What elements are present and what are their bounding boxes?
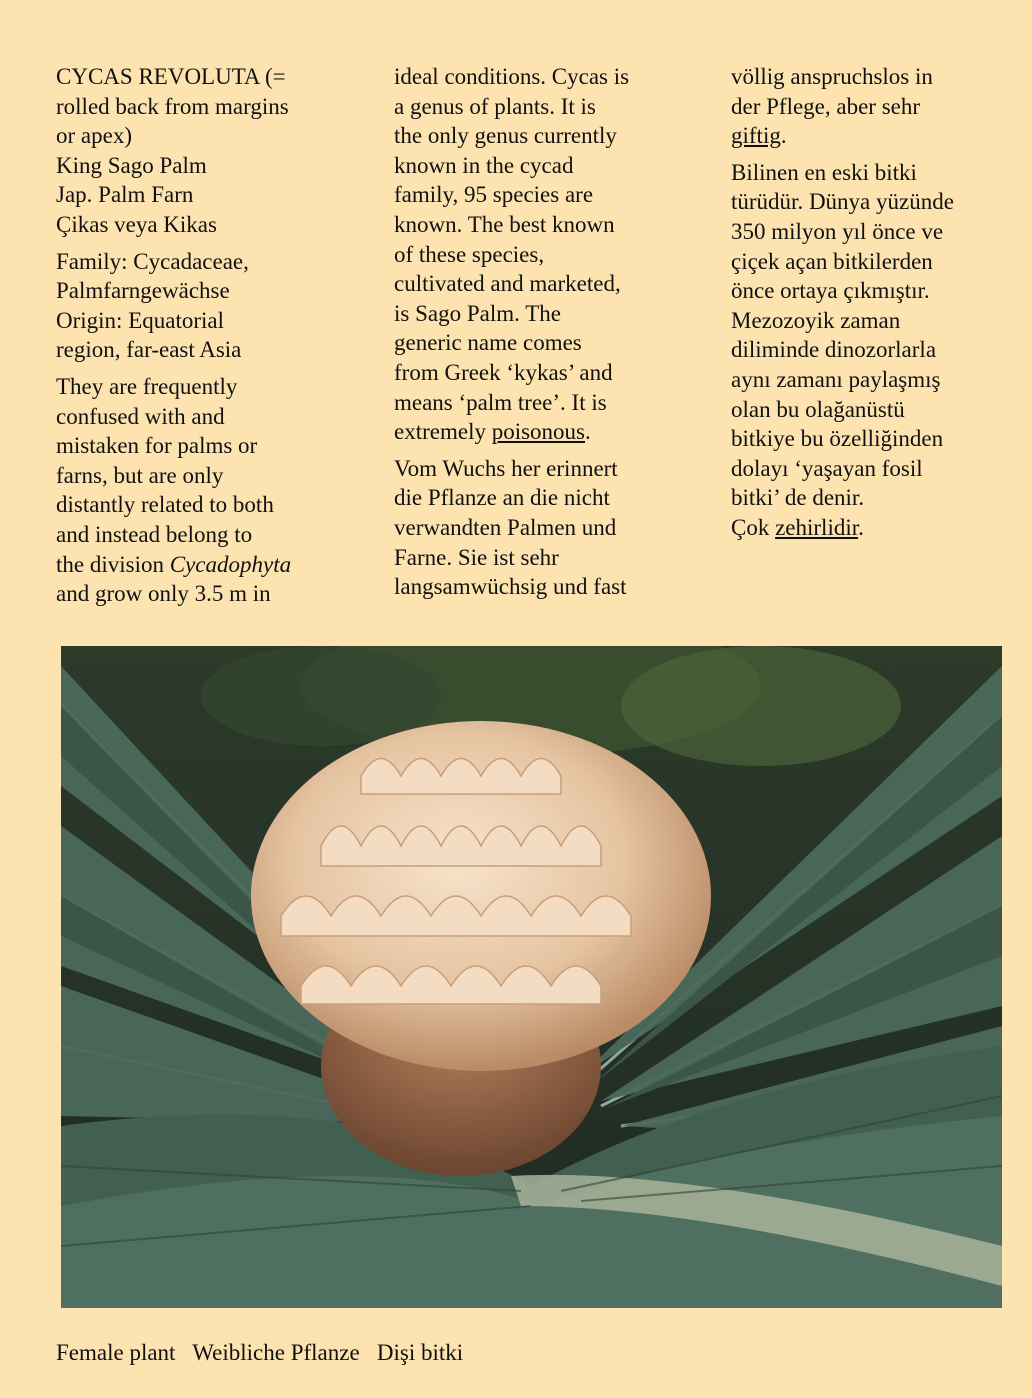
text-line: or apex) [56,123,132,149]
text-line: family, 95 species are [394,182,594,208]
german-paragraph [394,454,684,602]
text-line: confused with and [56,403,225,429]
caption-english: Female plant [56,1340,176,1365]
text-line: türüdür. Dünya yüzünde [731,189,954,215]
german-continued-paragraph [731,62,1021,151]
text-line: Mezozoyik zaman [731,307,901,333]
text-line: the division [56,551,170,577]
text-line: is Sago Palm. The [394,300,561,326]
text-line: verwandten Palmen und [394,514,617,540]
text-line: Çikas veya Kikas [56,211,217,237]
text-line: cultivated and marketed, [394,271,621,297]
photo-caption [56,1338,463,1368]
text-line: of these species, [394,241,545,267]
text-line: from Greek ‘kykas’ and [394,359,613,385]
text-line: Palmfarngewächse [56,278,230,304]
text-line: Origin: Equatorial [56,307,224,333]
text-line: and grow only 3.5 m in [56,581,271,607]
names-paragraph [56,62,346,240]
text-line: bitki’ de denir. [731,485,865,511]
genus-paragraph [394,62,684,447]
text-line: der Pflege, aber sehr [731,93,921,119]
text-line: Jap. Palm Farn [56,182,194,208]
cycas-female-cone-photo [61,646,1002,1308]
text-line: distantly related to both [56,492,274,518]
text-line: Family: Cycadaceae, [56,248,249,274]
text-line: langsamwüchsig und fast [394,574,627,600]
text-column-english [56,62,346,616]
family-origin-paragraph [56,247,346,365]
text-line: the only genus currently [394,123,617,149]
text-line: farns, but are only [56,462,224,488]
text-line: Vom Wuchs her erinnert [394,455,618,481]
text-line: bitkiye bu özelliğinden [731,426,944,452]
text-line: dolayı ‘yaşayan fosil [731,455,923,481]
text-line: region, far-east Asia [56,337,242,363]
text-line: 350 milyon yıl önce ve [731,218,944,244]
text-line: önce ortaya çıkmıştır. [731,278,930,304]
poisonous-underlined-text: poisonous [491,419,586,445]
text-line: aynı zamanı paylaşmış [731,366,941,392]
text-line: They are frequently [56,373,238,399]
text-line: die Pflanze an die nicht [394,485,610,511]
italic-term: Cycadophyta [169,551,292,577]
text-line: . [858,514,864,540]
turkish-paragraph [731,158,1021,543]
text-line: and instead belong to [56,521,253,547]
description-paragraph [56,372,346,609]
text-line: diliminde dinozorlarla [731,337,937,363]
text-line: mistaken for palms or [56,433,258,459]
text-line: means ‘palm tree’. It is [394,389,607,415]
text-line: known. The best known [394,211,615,237]
text-line: völlig anspruchslos in [731,64,933,89]
text-line: Farne. Sie ist sehr [394,544,559,570]
giftig-underlined-text: giftig [731,123,781,149]
text-line: . [585,419,591,445]
caption-german: Weibliche Pflanze [192,1340,360,1365]
text-line: ideal conditions. Cycas is [394,64,630,89]
text-line: rolled back from margins [56,93,289,119]
text-line: olan bu olağanüstü [731,396,905,422]
text-line: known in the cycad [394,152,574,178]
text-line: generic name comes [394,330,582,356]
text-line: Çok [731,514,776,540]
text-line: çiçek açan bitkilerden [731,248,933,274]
text-line: a genus of plants. It is [394,93,596,119]
text-line: CYCAS REVOLUTA (= [56,64,286,89]
text-column-right [731,62,1021,550]
text-line: extremely [394,419,492,445]
text-line: . [780,123,787,149]
text-line: Bilinen en eski bitki [731,159,917,185]
caption-turkish: Dişi bitki [376,1340,464,1365]
zehirlidir-underlined-text: zehirlidir [775,514,859,540]
text-column-middle [394,62,684,609]
text-line: King Sago Palm [56,152,207,178]
